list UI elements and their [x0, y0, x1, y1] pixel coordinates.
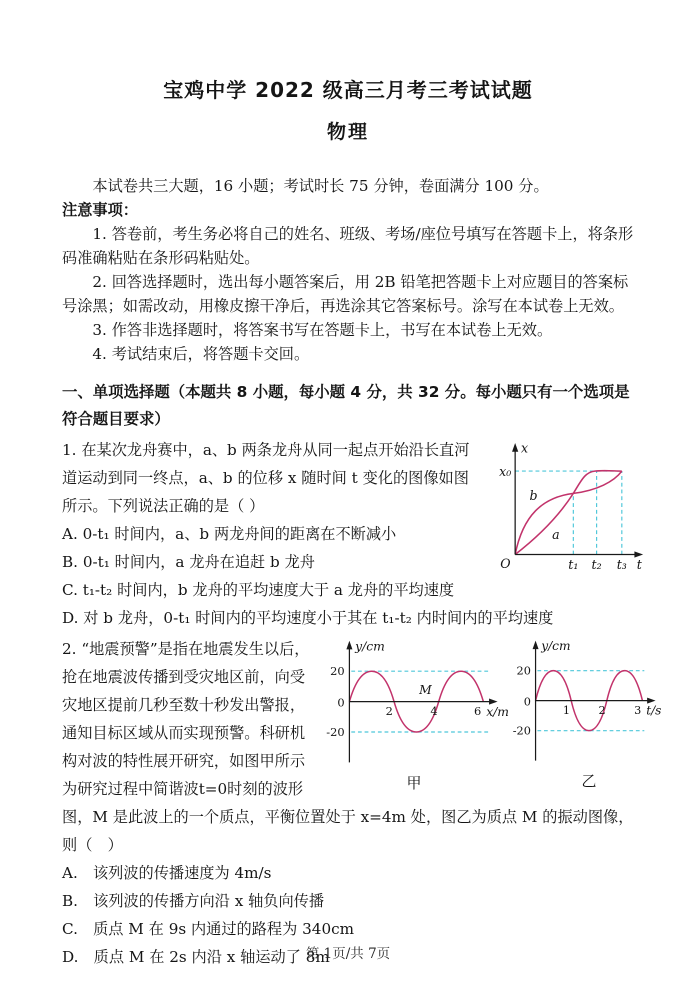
t3-label: t₃ — [616, 557, 627, 573]
t1-label: t₁ — [568, 557, 579, 573]
figure-caption-yi: 乙 — [581, 772, 597, 790]
yi-ytick-20: 20 — [516, 664, 531, 678]
q1-option-b: B. 0-t₁ 时间内，a 龙舟在追赶 b 龙舟 — [62, 553, 315, 571]
q1-xt-graph — [488, 438, 648, 574]
figure-caption-jia: 甲 — [406, 774, 422, 792]
q1-option-a: A. 0-t₁ 时间内，a、b 两龙舟间的距离在不断减小 — [62, 525, 397, 543]
q1-x0-label: x₀ — [499, 463, 512, 479]
x-axis-arrow — [489, 699, 498, 705]
jia-xlabel: x/m — [486, 704, 509, 719]
q2-option-b: B. 该列波的传播方向沿 x 轴负向传播 — [62, 892, 325, 910]
subject-title: 物理 — [326, 121, 369, 143]
q2-wave-graph-jia — [319, 635, 509, 772]
point-m-label: M — [419, 683, 432, 697]
yi-ytick-0: 0 — [523, 695, 531, 709]
y-axis-arrow — [533, 641, 539, 649]
notice-item-2: 2. 回答选择题时，选出每小题答案后，用 2B 铅笔把答题卡上对应题目的答案标号涂黑；如需改动，用橡皮擦干净后，再选涂其它答案标号。涂写在本试卷上无效。 — [62, 273, 629, 315]
notice-title: 注意事项： — [62, 201, 138, 219]
q1-xlabel: t — [636, 557, 642, 573]
jia-xtick-2: 2 — [385, 703, 393, 718]
q2-figure-jia — [319, 635, 509, 792]
q1-ylabel: x — [520, 440, 529, 456]
jia-ytick-0: 0 — [337, 695, 345, 710]
q2-figures — [319, 635, 669, 792]
t-axis-arrow — [647, 698, 655, 704]
yi-ylabel: y/cm — [541, 639, 571, 653]
q2-wave-graph-yi — [509, 635, 669, 770]
y-axis-arrow — [346, 641, 352, 650]
yi-xtick-1: 1 — [562, 703, 571, 717]
q2-option-c: C. 质点 M 在 9s 内通过的路程为 340cm — [62, 920, 355, 938]
section-heading: 一、单项选择题（本题共 8 小题，每小题 4 分，共 32 分。每小题只有一个选项是符合题目要求） — [62, 383, 630, 428]
curve-a-label: a — [552, 526, 560, 542]
q2-stem: 2. “地震预警”是指在地震发生以后，抢在地震波传播到受灾地区前，向受灾地区提前几秒至数十秒发出警报，通知目标区域从而实现预警。科研机构对波的特性展开研究，如图甲所示为研究过程中简谐波t=0时刻的波形图，M 是此波上的一个质点，平衡位置处于 x=4m 处，图乙为质点 M 的振动图像，则（ ） — [62, 640, 634, 854]
exam-summary: 本试卷共三大题，16 小题；考试时长 75 分钟，卷面满分 100 分。 — [92, 177, 549, 195]
jia-xtick-4: 4 — [430, 703, 438, 718]
curve-b-label: b — [529, 488, 538, 504]
yi-ytick-neg20: -20 — [512, 724, 531, 738]
q1-option-c: C. t₁-t₂ 时间内，b 龙舟的平均速度大于 a 龙舟的平均速度 — [62, 581, 455, 599]
q1-stem: 1. 在某次龙舟赛中，a、b 两条龙舟从同一起点开始沿长直河道运动到同一终点，a、b 的位移 x 随时间 t 变化的图像如图所示。下列说法正确的是（ ） — [62, 441, 470, 515]
yi-xtick-2: 2 — [598, 703, 606, 717]
q1-figure — [488, 438, 648, 574]
intro-block — [62, 174, 634, 366]
jia-xtick-6: 6 — [474, 703, 482, 718]
jia-ylabel: y/cm — [355, 639, 385, 654]
q2-figure-yi — [509, 635, 669, 790]
q2-option-a: A. 该列波的传播速度为 4m/s — [62, 864, 272, 882]
jia-ytick-neg20: -20 — [326, 724, 345, 739]
yi-xlabel: t/s — [646, 703, 662, 718]
jia-ytick-20: 20 — [330, 664, 345, 678]
x-axis-arrow — [512, 443, 518, 452]
content-area — [62, 0, 662, 971]
t2-label: t₂ — [591, 557, 602, 573]
page-title: 宝鸡中学 2022 级高三月考三考试试题 — [163, 78, 533, 102]
yi-xtick-3: 3 — [634, 703, 642, 717]
notice-item-4: 4. 考试结束后，将答题卡交回。 — [92, 345, 310, 363]
question-1 — [62, 436, 642, 632]
notice-item-3: 3. 作答非选择题时，将答案书写在答题卡上，书写在本试卷上无效。 — [92, 321, 553, 339]
origin-label: O — [500, 556, 511, 572]
page-number: 第 1页/共 7页 — [305, 946, 391, 962]
q2-option-d: D. 质点 M 在 2s 内沿 x 轴运动了 8m — [62, 948, 330, 966]
notice-item-1: 1. 答卷前，考生务必将自己的姓名、班级、考场/座位号填写在答题卡上，将条形码准确粘贴在条形码粘贴处。 — [62, 225, 634, 267]
question-2 — [62, 635, 662, 971]
q1-option-d: D. 对 b 龙舟，0-t₁ 时间内的平均速度小于其在 t₁-t₂ 内时间内的平均速度 — [62, 609, 554, 627]
